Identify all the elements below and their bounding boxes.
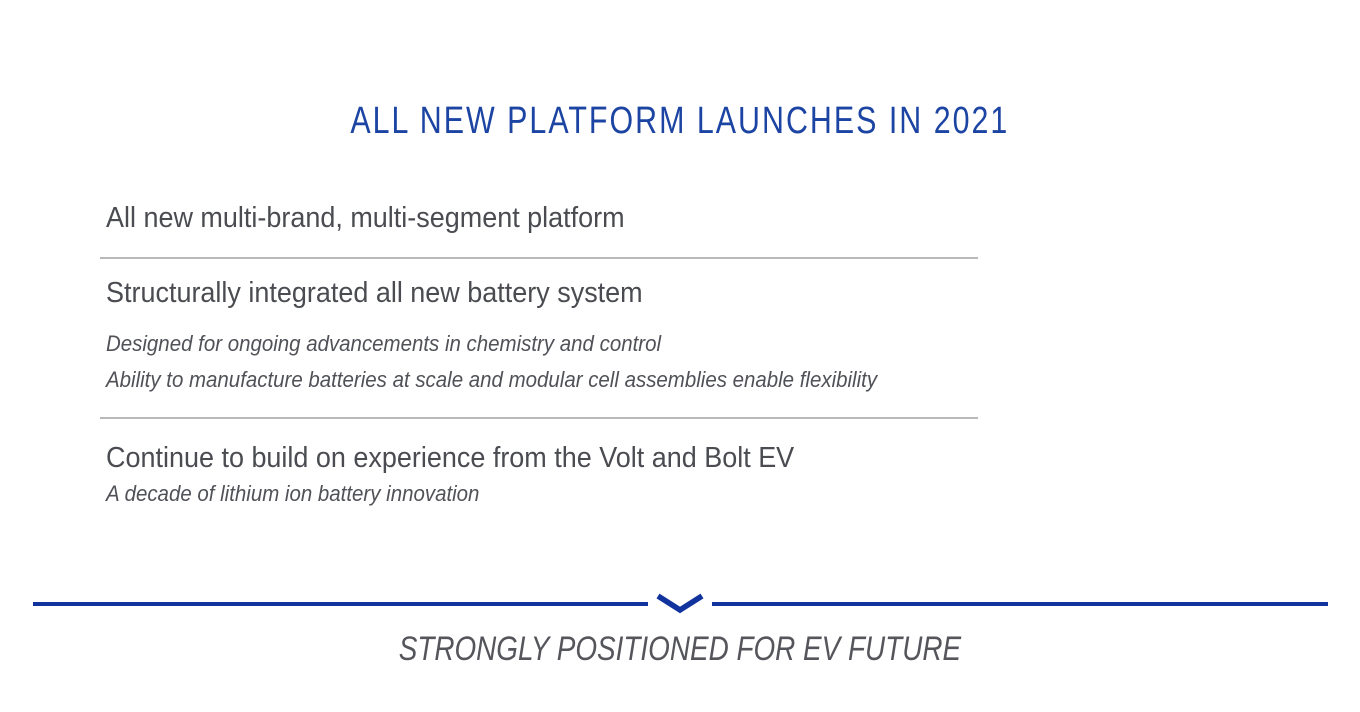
- section-3-subpoint-1: [106, 480, 508, 508]
- footer-banner: [0, 629, 1360, 669]
- chevron-down-icon: [654, 591, 706, 618]
- section-2-subpoint-1: [106, 330, 703, 358]
- section-3-heading-text: Continue to build on experience from the Volt and Bolt EV: [106, 442, 795, 474]
- footer-banner-text: STRONGLY POSITIONED FOR EV FUTURE: [398, 630, 962, 668]
- slide-title-text: ALL NEW PLATFORM LAUNCHES IN 2021: [350, 100, 1010, 142]
- section-2-subpoint-1-text: Designed for ongoing advancements in chemistry and control: [106, 331, 662, 356]
- slide-title: [0, 101, 1360, 141]
- section-2-subpoint-2: [106, 366, 935, 394]
- section-2-heading-text: Structurally integrated all new battery system: [106, 277, 643, 309]
- section-1-heading: [106, 201, 664, 235]
- section-3-subpoint-1-text: A decade of lithium ion battery innovation: [106, 481, 480, 506]
- section-divider-1: [100, 257, 978, 259]
- blue-rule-left-segment: [33, 602, 648, 606]
- section-2-subpoint-2-text: Ability to manufacture batteries at scale and modular cell assemblies enable flexibility: [106, 367, 878, 392]
- section-2-heading: [106, 276, 683, 310]
- section-3-heading: [106, 441, 846, 475]
- section-1-heading-text: All new multi-brand, multi-segment platform: [106, 202, 625, 234]
- blue-rule-right-segment: [712, 602, 1328, 606]
- section-divider-2: [100, 417, 978, 419]
